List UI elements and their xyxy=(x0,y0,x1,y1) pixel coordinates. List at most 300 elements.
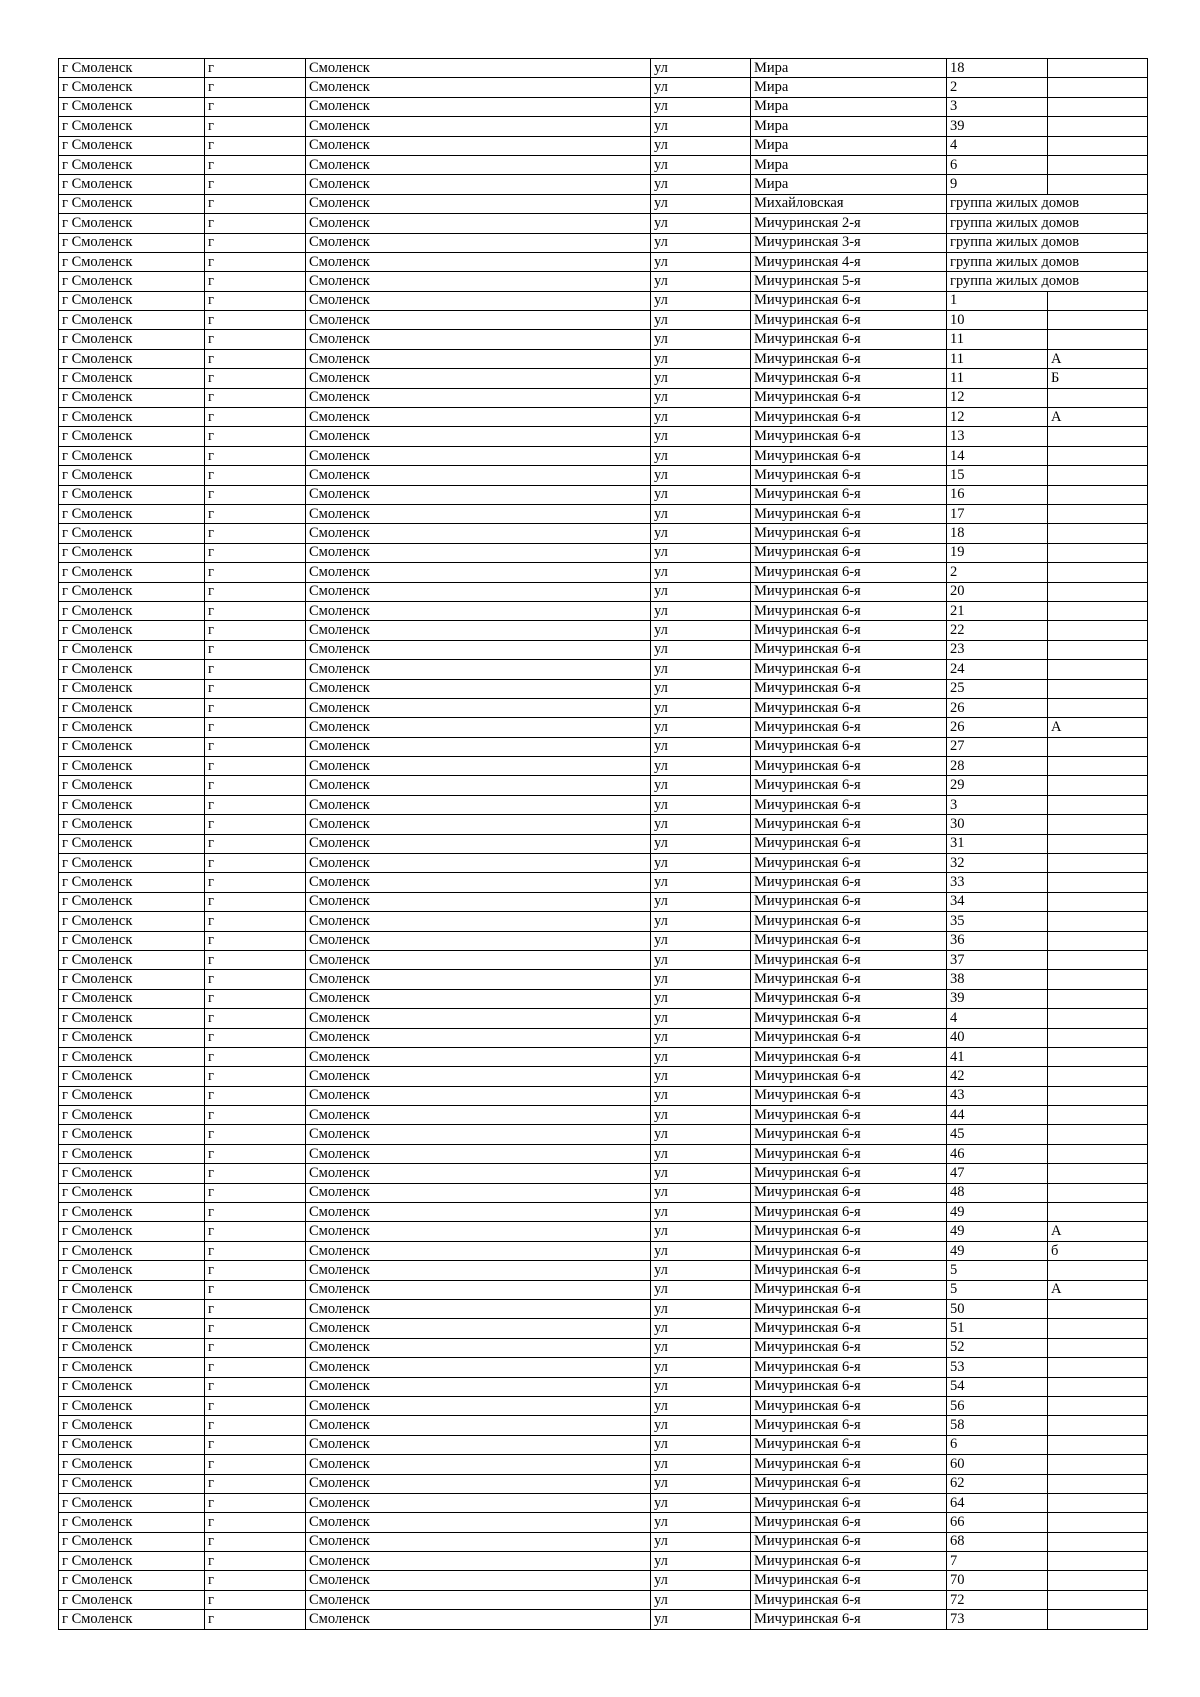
street-type-cell: ул xyxy=(651,427,751,446)
locality-cell: Смоленск xyxy=(306,252,651,271)
locality-type-cell: г xyxy=(205,1164,306,1183)
region-cell: г Смоленск xyxy=(59,1396,205,1415)
region-cell: г Смоленск xyxy=(59,543,205,562)
building-cell xyxy=(1048,757,1148,776)
table-row xyxy=(59,776,1148,795)
locality-cell: Смоленск xyxy=(306,1222,651,1241)
table-row xyxy=(59,1086,1148,1105)
street-cell: Мичуринская 6-я xyxy=(751,854,947,873)
house-cell: 73 xyxy=(947,1610,1048,1629)
locality-cell: Смоленск xyxy=(306,485,651,504)
building-cell xyxy=(1048,1106,1148,1125)
building-cell xyxy=(1048,698,1148,717)
street-type-cell: ул xyxy=(651,660,751,679)
region-cell: г Смоленск xyxy=(59,1203,205,1222)
street-cell: Мичуринская 6-я xyxy=(751,543,947,562)
locality-cell: Смоленск xyxy=(306,912,651,931)
building-cell xyxy=(1048,582,1148,601)
building-cell xyxy=(1048,1610,1148,1629)
table-row xyxy=(59,543,1148,562)
house-cell: 5 xyxy=(947,1261,1048,1280)
house-cell: 34 xyxy=(947,892,1048,911)
building-cell xyxy=(1048,136,1148,155)
region-cell: г Смоленск xyxy=(59,621,205,640)
street-type-cell: ул xyxy=(651,1009,751,1028)
locality-cell: Смоленск xyxy=(306,640,651,659)
table-row xyxy=(59,330,1148,349)
street-cell: Мичуринская 6-я xyxy=(751,698,947,717)
table-row xyxy=(59,233,1148,252)
locality-type-cell: г xyxy=(205,815,306,834)
house-cell: 15 xyxy=(947,466,1048,485)
locality-cell: Смоленск xyxy=(306,1416,651,1435)
house-cell: 36 xyxy=(947,931,1048,950)
locality-type-cell: г xyxy=(205,214,306,233)
street-cell: Мичуринская 6-я xyxy=(751,1610,947,1629)
locality-type-cell: г xyxy=(205,1106,306,1125)
locality-cell: Смоленск xyxy=(306,989,651,1008)
street-cell: Мичуринская 6-я xyxy=(751,1028,947,1047)
street-type-cell: ул xyxy=(651,1435,751,1454)
building-cell xyxy=(1048,1571,1148,1590)
house-cell: 68 xyxy=(947,1532,1048,1551)
street-type-cell: ул xyxy=(651,970,751,989)
street-type-cell: ул xyxy=(651,311,751,330)
region-cell: г Смоленск xyxy=(59,97,205,116)
table-row xyxy=(59,892,1148,911)
region-cell: г Смоленск xyxy=(59,194,205,213)
street-type-cell: ул xyxy=(651,1571,751,1590)
locality-cell: Смоленск xyxy=(306,1610,651,1629)
locality-type-cell: г xyxy=(205,233,306,252)
locality-cell: Смоленск xyxy=(306,311,651,330)
street-type-cell: ул xyxy=(651,524,751,543)
building-cell xyxy=(1048,1532,1148,1551)
street-type-cell: ул xyxy=(651,194,751,213)
building-cell xyxy=(1048,1396,1148,1415)
locality-cell: Смоленск xyxy=(306,1590,651,1609)
locality-type-cell: г xyxy=(205,543,306,562)
street-cell: Мичуринская 6-я xyxy=(751,950,947,969)
table-row xyxy=(59,640,1148,659)
locality-cell: Смоленск xyxy=(306,1280,651,1299)
street-type-cell: ул xyxy=(651,1319,751,1338)
house-cell: 52 xyxy=(947,1338,1048,1357)
table-row xyxy=(59,1028,1148,1047)
table-row xyxy=(59,950,1148,969)
locality-cell: Смоленск xyxy=(306,1086,651,1105)
building-cell: А xyxy=(1048,408,1148,427)
street-type-cell: ул xyxy=(651,698,751,717)
street-cell: Мичуринская 6-я xyxy=(751,834,947,853)
locality-cell: Смоленск xyxy=(306,1300,651,1319)
table-row xyxy=(59,1183,1148,1202)
table-row xyxy=(59,1203,1148,1222)
street-type-cell: ул xyxy=(651,1222,751,1241)
locality-type-cell: г xyxy=(205,524,306,543)
street-cell: Мичуринская 6-я xyxy=(751,1047,947,1066)
locality-cell: Смоленск xyxy=(306,1183,651,1202)
region-cell: г Смоленск xyxy=(59,175,205,194)
street-cell: Мира xyxy=(751,117,947,136)
house-cell: группа жилых домов xyxy=(947,252,1148,271)
locality-type-cell: г xyxy=(205,834,306,853)
street-type-cell: ул xyxy=(651,1338,751,1357)
street-type-cell: ул xyxy=(651,78,751,97)
street-type-cell: ул xyxy=(651,815,751,834)
table-row xyxy=(59,1358,1148,1377)
region-cell: г Смоленск xyxy=(59,892,205,911)
street-type-cell: ул xyxy=(651,388,751,407)
building-cell xyxy=(1048,1164,1148,1183)
house-cell: 10 xyxy=(947,311,1048,330)
region-cell: г Смоленск xyxy=(59,912,205,931)
street-type-cell: ул xyxy=(651,1047,751,1066)
region-cell: г Смоленск xyxy=(59,1047,205,1066)
locality-type-cell: г xyxy=(205,466,306,485)
locality-cell: Смоленск xyxy=(306,718,651,737)
region-cell: г Смоленск xyxy=(59,1028,205,1047)
locality-type-cell: г xyxy=(205,1009,306,1028)
house-cell: 11 xyxy=(947,330,1048,349)
street-cell: Мичуринская 6-я xyxy=(751,931,947,950)
house-cell: 25 xyxy=(947,679,1048,698)
locality-type-cell: г xyxy=(205,970,306,989)
street-type-cell: ул xyxy=(651,175,751,194)
building-cell xyxy=(1048,1144,1148,1163)
street-cell: Мичуринская 6-я xyxy=(751,1358,947,1377)
region-cell: г Смоленск xyxy=(59,1377,205,1396)
region-cell: г Смоленск xyxy=(59,291,205,310)
street-type-cell: ул xyxy=(651,59,751,78)
table-row xyxy=(59,388,1148,407)
house-cell: 33 xyxy=(947,873,1048,892)
locality-cell: Смоленск xyxy=(306,1319,651,1338)
table-row xyxy=(59,1300,1148,1319)
street-cell: Мичуринская 6-я xyxy=(751,311,947,330)
locality-cell: Смоленск xyxy=(306,1144,651,1163)
locality-type-cell: г xyxy=(205,1513,306,1532)
locality-type-cell: г xyxy=(205,718,306,737)
house-cell: 45 xyxy=(947,1125,1048,1144)
locality-type-cell: г xyxy=(205,1300,306,1319)
house-cell: 53 xyxy=(947,1358,1048,1377)
locality-type-cell: г xyxy=(205,1552,306,1571)
street-cell: Мичуринская 6-я xyxy=(751,1086,947,1105)
street-cell: Михайловская xyxy=(751,194,947,213)
locality-type-cell: г xyxy=(205,78,306,97)
table-row xyxy=(59,485,1148,504)
locality-cell: Смоленск xyxy=(306,621,651,640)
street-type-cell: ул xyxy=(651,408,751,427)
street-cell: Мичуринская 6-я xyxy=(751,1067,947,1086)
building-cell xyxy=(1048,311,1148,330)
locality-cell: Смоленск xyxy=(306,408,651,427)
house-cell: 21 xyxy=(947,601,1048,620)
locality-cell: Смоленск xyxy=(306,873,651,892)
table-row xyxy=(59,601,1148,620)
building-cell xyxy=(1048,175,1148,194)
street-cell: Мичуринская 6-я xyxy=(751,757,947,776)
house-cell: 28 xyxy=(947,757,1048,776)
street-type-cell: ул xyxy=(651,1396,751,1415)
building-cell xyxy=(1048,1067,1148,1086)
street-type-cell: ул xyxy=(651,1358,751,1377)
table-row xyxy=(59,873,1148,892)
street-cell: Мира xyxy=(751,175,947,194)
street-cell: Мичуринская 6-я xyxy=(751,408,947,427)
locality-cell: Смоленск xyxy=(306,834,651,853)
locality-cell: Смоленск xyxy=(306,1455,651,1474)
house-cell: 3 xyxy=(947,795,1048,814)
table-row xyxy=(59,1164,1148,1183)
table-row xyxy=(59,621,1148,640)
building-cell xyxy=(1048,1183,1148,1202)
house-cell: 26 xyxy=(947,718,1048,737)
street-type-cell: ул xyxy=(651,1261,751,1280)
street-cell: Мичуринская 6-я xyxy=(751,291,947,310)
region-cell: г Смоленск xyxy=(59,582,205,601)
locality-type-cell: г xyxy=(205,873,306,892)
house-cell: 27 xyxy=(947,737,1048,756)
locality-cell: Смоленск xyxy=(306,1532,651,1551)
locality-type-cell: г xyxy=(205,1532,306,1551)
region-cell: г Смоленск xyxy=(59,1319,205,1338)
locality-cell: Смоленск xyxy=(306,601,651,620)
locality-cell: Смоленск xyxy=(306,233,651,252)
locality-cell: Смоленск xyxy=(306,446,651,465)
region-cell: г Смоленск xyxy=(59,1416,205,1435)
street-cell: Мичуринская 3-я xyxy=(751,233,947,252)
locality-type-cell: г xyxy=(205,349,306,368)
region-cell: г Смоленск xyxy=(59,815,205,834)
house-cell: 19 xyxy=(947,543,1048,562)
locality-type-cell: г xyxy=(205,1338,306,1357)
locality-type-cell: г xyxy=(205,136,306,155)
building-cell xyxy=(1048,543,1148,562)
region-cell: г Смоленск xyxy=(59,504,205,523)
street-type-cell: ул xyxy=(651,252,751,271)
locality-type-cell: г xyxy=(205,1474,306,1493)
building-cell xyxy=(1048,640,1148,659)
street-type-cell: ул xyxy=(651,1300,751,1319)
table-row xyxy=(59,660,1148,679)
locality-cell: Смоленск xyxy=(306,117,651,136)
house-cell: 1 xyxy=(947,291,1048,310)
building-cell xyxy=(1048,97,1148,116)
locality-cell: Смоленск xyxy=(306,1377,651,1396)
locality-type-cell: г xyxy=(205,369,306,388)
locality-cell: Смоленск xyxy=(306,815,651,834)
locality-type-cell: г xyxy=(205,1358,306,1377)
locality-cell: Смоленск xyxy=(306,1125,651,1144)
street-cell: Мичуринская 6-я xyxy=(751,446,947,465)
street-type-cell: ул xyxy=(651,834,751,853)
table-row xyxy=(59,698,1148,717)
street-type-cell: ул xyxy=(651,136,751,155)
building-cell xyxy=(1048,466,1148,485)
locality-cell: Смоленск xyxy=(306,1261,651,1280)
locality-type-cell: г xyxy=(205,1047,306,1066)
house-cell: 9 xyxy=(947,175,1048,194)
street-cell: Мичуринская 6-я xyxy=(751,1125,947,1144)
house-cell: 58 xyxy=(947,1416,1048,1435)
building-cell xyxy=(1048,989,1148,1008)
region-cell: г Смоленск xyxy=(59,1164,205,1183)
region-cell: г Смоленск xyxy=(59,1106,205,1125)
house-cell: 51 xyxy=(947,1319,1048,1338)
building-cell xyxy=(1048,1319,1148,1338)
table-row xyxy=(59,582,1148,601)
table-row xyxy=(59,136,1148,155)
street-cell: Мичуринская 6-я xyxy=(751,466,947,485)
street-type-cell: ул xyxy=(651,854,751,873)
street-type-cell: ул xyxy=(651,1086,751,1105)
region-cell: г Смоленск xyxy=(59,1493,205,1512)
locality-type-cell: г xyxy=(205,59,306,78)
table-row xyxy=(59,718,1148,737)
house-cell: 12 xyxy=(947,408,1048,427)
region-cell: г Смоленск xyxy=(59,388,205,407)
street-cell: Мичуринская 6-я xyxy=(751,892,947,911)
street-type-cell: ул xyxy=(651,1513,751,1532)
locality-cell: Смоленск xyxy=(306,563,651,582)
street-type-cell: ул xyxy=(651,1377,751,1396)
building-cell xyxy=(1048,1203,1148,1222)
building-cell xyxy=(1048,1300,1148,1319)
house-cell: 13 xyxy=(947,427,1048,446)
house-cell: 42 xyxy=(947,1067,1048,1086)
table-row xyxy=(59,252,1148,271)
table-row xyxy=(59,1047,1148,1066)
street-cell: Мира xyxy=(751,97,947,116)
house-cell: 16 xyxy=(947,485,1048,504)
table-row xyxy=(59,155,1148,174)
region-cell: г Смоленск xyxy=(59,679,205,698)
locality-type-cell: г xyxy=(205,1435,306,1454)
street-cell: Мичуринская 5-я xyxy=(751,272,947,291)
locality-type-cell: г xyxy=(205,175,306,194)
street-type-cell: ул xyxy=(651,1610,751,1629)
region-cell: г Смоленск xyxy=(59,1338,205,1357)
locality-cell: Смоленск xyxy=(306,776,651,795)
house-cell: 60 xyxy=(947,1455,1048,1474)
table-row xyxy=(59,408,1148,427)
house-cell: 29 xyxy=(947,776,1048,795)
table-row xyxy=(59,563,1148,582)
street-cell: Мичуринская 6-я xyxy=(751,1532,947,1551)
table-row xyxy=(59,1552,1148,1571)
locality-cell: Смоленск xyxy=(306,1164,651,1183)
locality-cell: Смоленск xyxy=(306,369,651,388)
building-cell xyxy=(1048,1086,1148,1105)
region-cell: г Смоленск xyxy=(59,660,205,679)
locality-type-cell: г xyxy=(205,601,306,620)
house-cell: 70 xyxy=(947,1571,1048,1590)
street-type-cell: ул xyxy=(651,1474,751,1493)
locality-type-cell: г xyxy=(205,950,306,969)
region-cell: г Смоленск xyxy=(59,1552,205,1571)
building-cell xyxy=(1048,427,1148,446)
table-row xyxy=(59,1009,1148,1028)
house-cell: группа жилых домов xyxy=(947,233,1148,252)
building-cell xyxy=(1048,117,1148,136)
house-cell: 72 xyxy=(947,1590,1048,1609)
region-cell: г Смоленск xyxy=(59,601,205,620)
locality-type-cell: г xyxy=(205,1067,306,1086)
house-cell: 41 xyxy=(947,1047,1048,1066)
region-cell: г Смоленск xyxy=(59,1590,205,1609)
region-cell: г Смоленск xyxy=(59,1300,205,1319)
locality-cell: Смоленск xyxy=(306,679,651,698)
street-type-cell: ул xyxy=(651,504,751,523)
house-cell: 38 xyxy=(947,970,1048,989)
street-cell: Мичуринская 6-я xyxy=(751,621,947,640)
table-row xyxy=(59,1396,1148,1415)
street-cell: Мичуринская 6-я xyxy=(751,369,947,388)
house-cell: 11 xyxy=(947,369,1048,388)
building-cell xyxy=(1048,1474,1148,1493)
locality-cell: Смоленск xyxy=(306,1493,651,1512)
locality-cell: Смоленск xyxy=(306,1047,651,1066)
house-cell: 44 xyxy=(947,1106,1048,1125)
house-cell: группа жилых домов xyxy=(947,214,1148,233)
locality-type-cell: г xyxy=(205,252,306,271)
table-row xyxy=(59,349,1148,368)
house-cell: 31 xyxy=(947,834,1048,853)
table-row xyxy=(59,1513,1148,1532)
street-type-cell: ул xyxy=(651,1552,751,1571)
street-cell: Мира xyxy=(751,136,947,155)
table-row xyxy=(59,1125,1148,1144)
building-cell xyxy=(1048,1261,1148,1280)
locality-cell: Смоленск xyxy=(306,950,651,969)
street-cell: Мичуринская 6-я xyxy=(751,1338,947,1357)
street-type-cell: ул xyxy=(651,117,751,136)
locality-type-cell: г xyxy=(205,795,306,814)
locality-type-cell: г xyxy=(205,1493,306,1512)
house-cell: 43 xyxy=(947,1086,1048,1105)
street-cell: Мичуринская 6-я xyxy=(751,640,947,659)
locality-type-cell: г xyxy=(205,679,306,698)
locality-cell: Смоленск xyxy=(306,349,651,368)
street-type-cell: ул xyxy=(651,1455,751,1474)
locality-type-cell: г xyxy=(205,485,306,504)
locality-cell: Смоленск xyxy=(306,1358,651,1377)
building-cell xyxy=(1048,815,1148,834)
locality-type-cell: г xyxy=(205,854,306,873)
building-cell xyxy=(1048,679,1148,698)
region-cell: г Смоленск xyxy=(59,1222,205,1241)
locality-cell: Смоленск xyxy=(306,194,651,213)
street-type-cell: ул xyxy=(651,989,751,1008)
table-row xyxy=(59,78,1148,97)
table-row xyxy=(59,214,1148,233)
building-cell xyxy=(1048,388,1148,407)
street-type-cell: ул xyxy=(651,1590,751,1609)
house-cell: 18 xyxy=(947,59,1048,78)
house-cell: 66 xyxy=(947,1513,1048,1532)
building-cell: А xyxy=(1048,349,1148,368)
street-type-cell: ул xyxy=(651,679,751,698)
building-cell xyxy=(1048,1009,1148,1028)
house-cell: 64 xyxy=(947,1493,1048,1512)
table-row xyxy=(59,854,1148,873)
street-type-cell: ул xyxy=(651,97,751,116)
building-cell xyxy=(1048,1455,1148,1474)
street-type-cell: ул xyxy=(651,1067,751,1086)
locality-cell: Смоленск xyxy=(306,466,651,485)
